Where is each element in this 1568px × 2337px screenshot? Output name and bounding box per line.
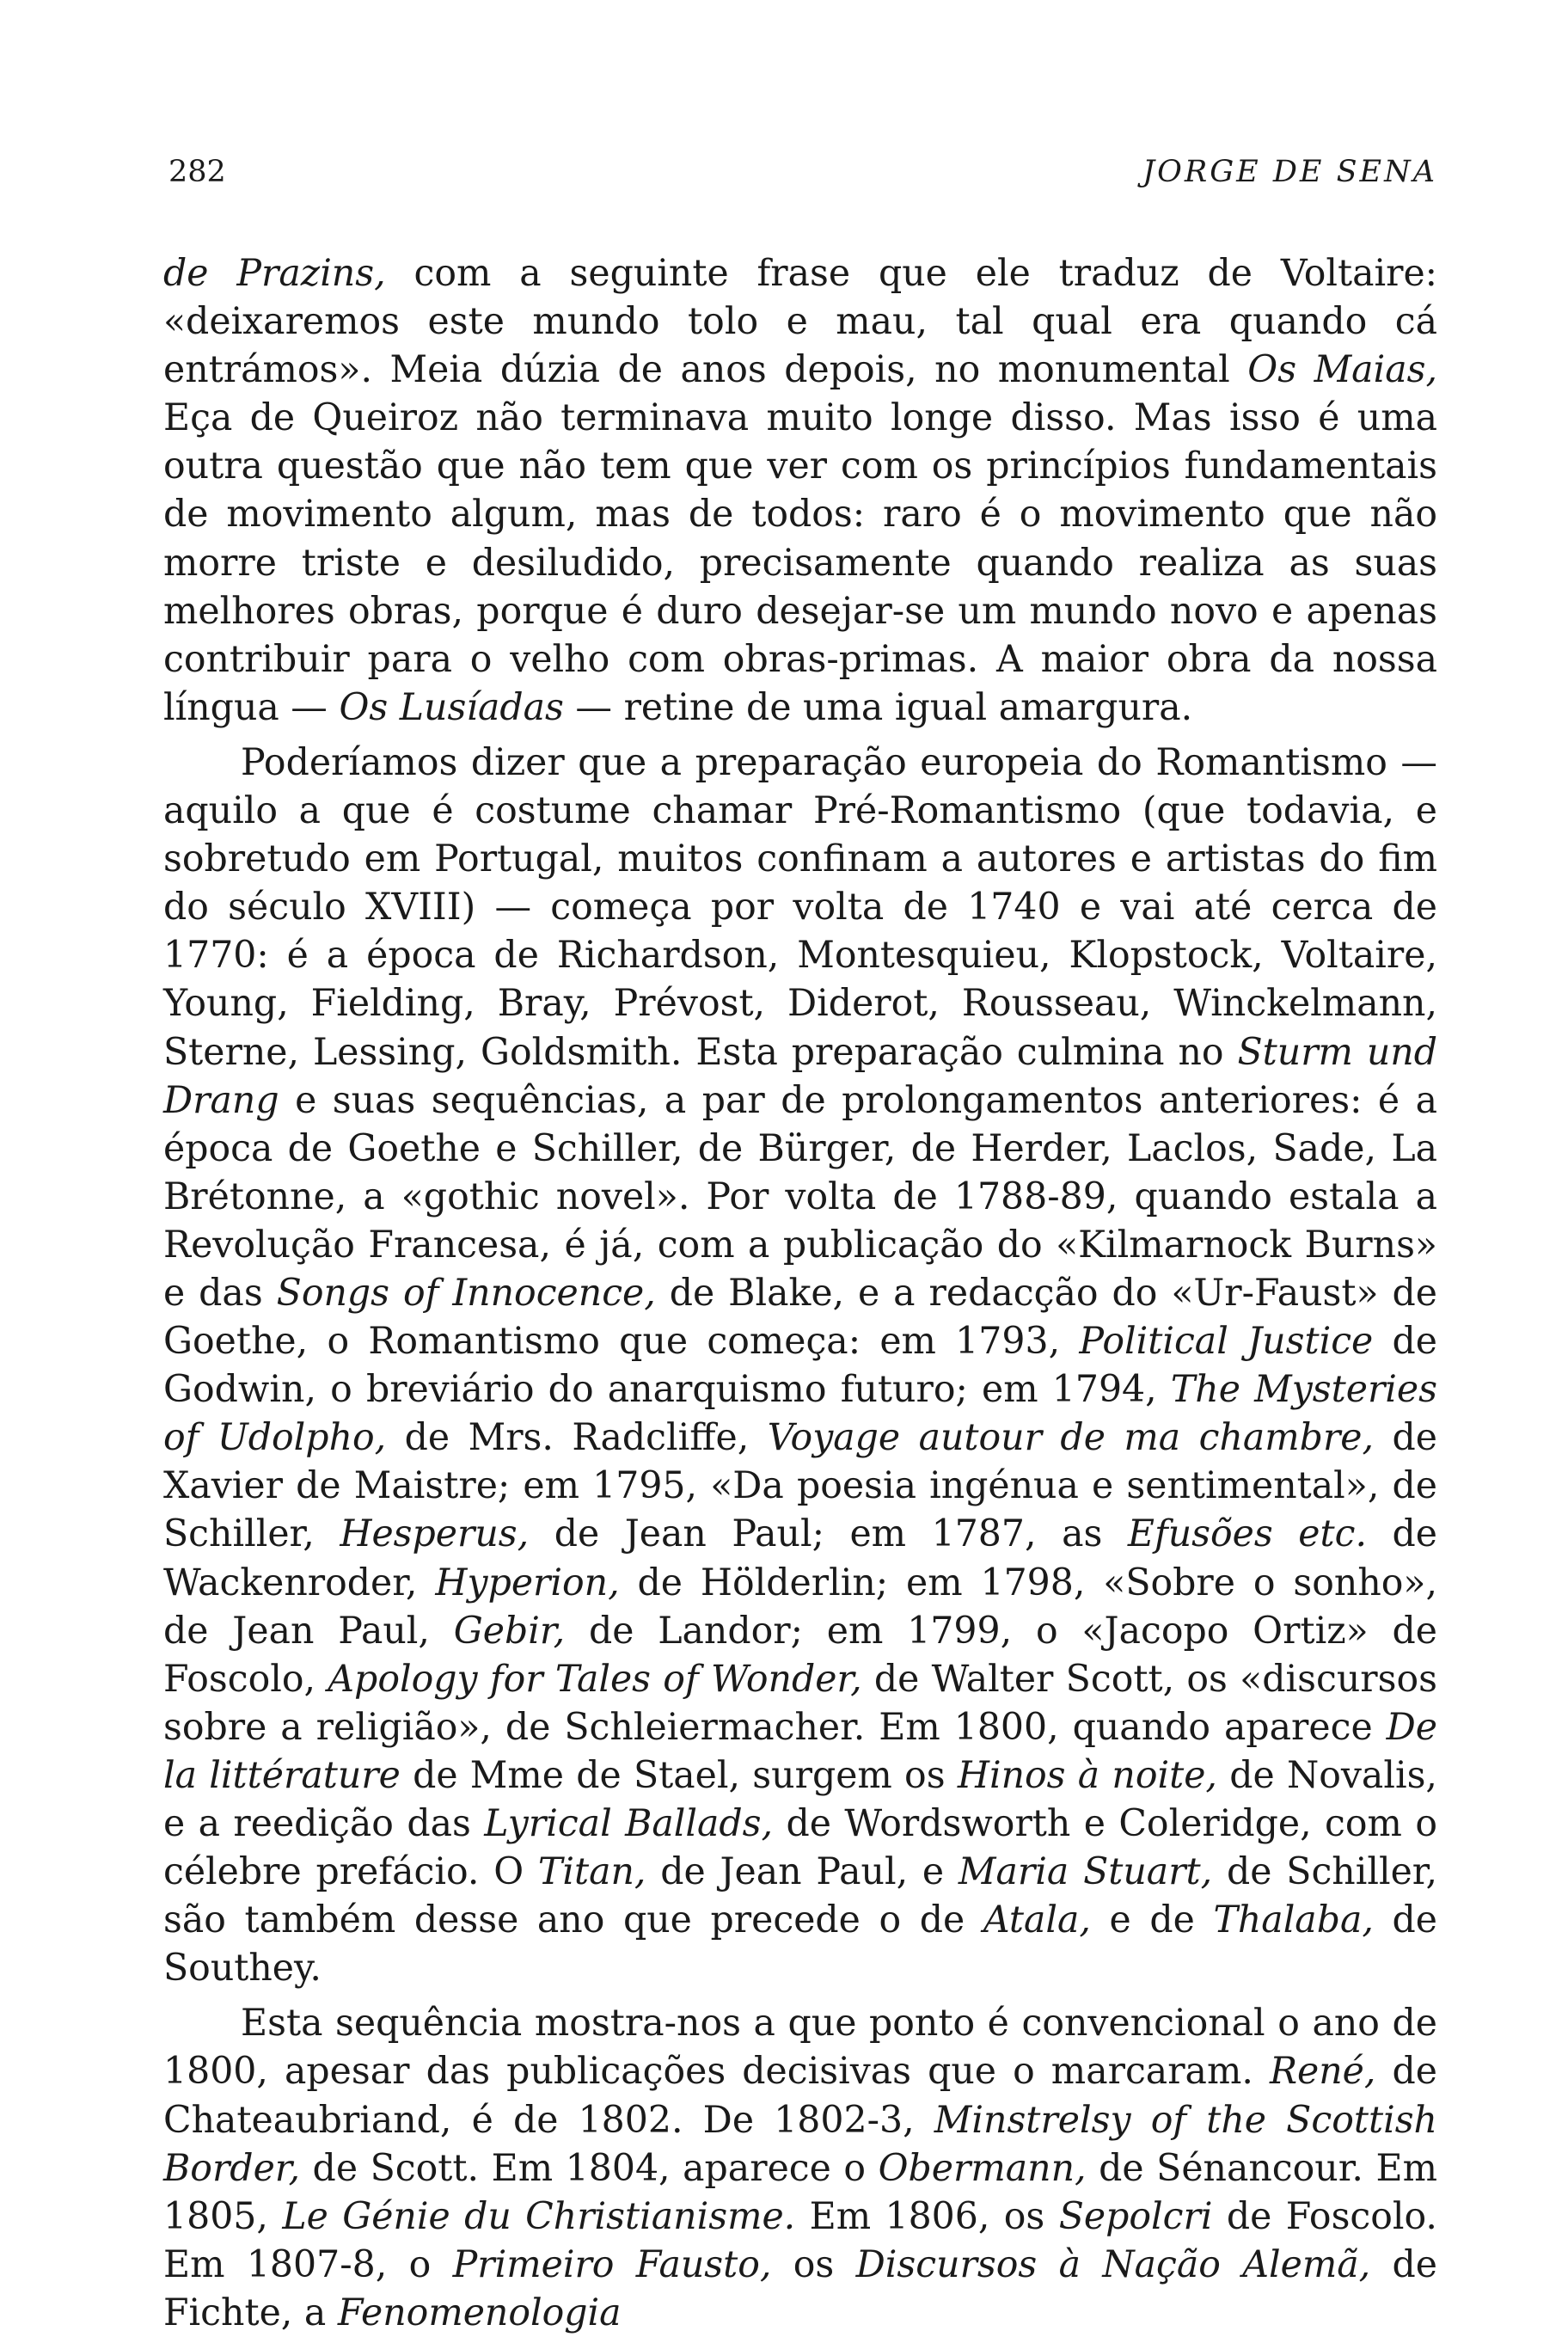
- italic-title: Songs of Innocence,: [276, 1271, 656, 1315]
- text-run: de Schiller, são também desse ano que precede o de: [163, 1850, 1438, 1942]
- italic-title: Apology for Tales of Wonder,: [328, 1657, 862, 1701]
- italic-title: Gebir,: [453, 1609, 566, 1653]
- text-run: de Foscolo. Em 1807-8, o: [163, 2194, 1437, 2286]
- italic-title: Sepolcri: [1058, 2194, 1213, 2238]
- italic-title: Hesperus,: [340, 1512, 530, 1556]
- text-run: com a seguinte frase que ele traduz de Voltaire: «deixaremos este mundo tolo e mau, tal qual era quando cá entrámos». Meia dúzia de anos depois, no monumental: [163, 252, 1438, 392]
- italic-title: Maria Stuart,: [958, 1850, 1213, 1894]
- text-run: de Blake, e a redacção do «Ur-Faust» de Goethe, o Romantismo que começa: em 1793,: [163, 1271, 1438, 1364]
- italic-title: Discursos à Nação Alemã,: [855, 2242, 1371, 2286]
- text-run: de Mrs. Radcliffe,: [386, 1416, 768, 1460]
- italic-title: Le Génie du Christianisme.: [282, 2194, 796, 2238]
- italic-title: Minstrelsy of the Scottish Border,: [163, 2098, 1437, 2190]
- text-run: — retine de uma igual amargura.: [563, 685, 1193, 729]
- paragraph: [163, 1999, 1437, 2337]
- page-number: 282: [168, 155, 226, 189]
- text-run: de Novalis, e a reedição das: [163, 1753, 1437, 1845]
- running-head: [168, 151, 1437, 193]
- italic-title: Efusões etc.: [1127, 1512, 1367, 1556]
- text-run: de Fichte, a: [163, 2242, 1437, 2334]
- text-run: de Wordsworth e Coleridge, com o célebre prefácio. O: [163, 1802, 1437, 1894]
- text-run: de Wackenroder,: [163, 1512, 1438, 1604]
- italic-title: René,: [1269, 2050, 1376, 2094]
- italic-title: Hinos à noite,: [957, 1753, 1217, 1797]
- text-run: de Walter Scott, os «discursos sobre a religião», de Schleiermacher. Em 1800, quando aparece: [163, 1657, 1437, 1749]
- italic-title: De la littérature: [163, 1705, 1437, 1797]
- text-run: Em 1806, os: [795, 2194, 1059, 2238]
- italic-title: Os Lusíadas: [339, 685, 564, 729]
- italic-title: The Mysteries of Udolpho,: [163, 1368, 1437, 1460]
- italic-title: Sturm und Drang: [163, 1030, 1437, 1122]
- text-run: de Chateaubriand, é de 1802. De 1802-3,: [163, 2050, 1437, 2142]
- italic-title: Os Maias,: [1247, 348, 1437, 392]
- text-run: os: [771, 2242, 856, 2286]
- body-text: [163, 249, 1437, 2337]
- text-run: de Xavier de Maistre; em 1795, «Da poesia ingénua e sentimental», de Schiller,: [163, 1416, 1437, 1556]
- italic-title: Primeiro Fausto,: [452, 2242, 772, 2286]
- text-run: de Sénancour. Em 1805,: [163, 2146, 1437, 2238]
- text-run: Poderíamos dizer que a preparação europeia do Romantismo — aquilo a que é costume chamar Pré-Romantismo (que todavia, e sobretudo em Portugal, muitos confinam a autores e artistas do fim do século XVIII) — começa por volta de 1740 e vai até cerca de 1770: é a época de Richardson, Montesquieu, Klopstock, Voltaire, Young, Fielding, Bray, Prévost, Diderot, Rousseau, Winckelmann, Sterne, Lessing, Goldsmith. Esta preparação culmina no: [163, 740, 1437, 1074]
- italic-title: Lyrical Ballads,: [484, 1802, 774, 1845]
- running-title: JORGE DE SENA: [1142, 155, 1437, 189]
- italic-title: Political Justice: [1079, 1320, 1374, 1364]
- paragraph: [163, 249, 1437, 732]
- text-run: de Mme de Stael, surgem os: [400, 1753, 958, 1797]
- text-run: de Southey.: [163, 1898, 1437, 1990]
- text-run: de Hölderlin; em 1798, «Sobre o sonho», de Jean Paul,: [163, 1561, 1438, 1653]
- italic-title: de Prazins,: [163, 252, 386, 295]
- italic-title: Hyperion,: [435, 1561, 620, 1604]
- italic-title: Voyage autour de ma chambre,: [767, 1416, 1375, 1460]
- text-run: Esta sequência mostra-nos a que ponto é convencional o ano de 1800, apesar das publicações decisivas que o marcaram.: [163, 2002, 1437, 2094]
- text-run: de Scott. Em 1804, aparece o: [300, 2146, 879, 2190]
- text-run: de Jean Paul, e: [646, 1850, 959, 1894]
- text-run: Eça de Queiroz não terminava muito longe disso. Mas isso é uma outra questão que não tem que ver com os princípios fundamentais de movimento algum, mas de todos: raro é o movimento que não morre triste e desiludido, precisamente quando realiza as suas melhores obras, porque é duro desejar-se um mundo novo e apenas contribuir para o velho com obras-primas. A maior obra da nossa língua —: [163, 396, 1437, 729]
- text-run: e de: [1090, 1898, 1214, 1942]
- text-run: de Jean Paul; em 1787, as: [529, 1512, 1128, 1556]
- italic-title: Fenomenologia: [337, 2291, 622, 2334]
- text-run: de Landor; em 1799, o «Jacopo Ortiz» de Foscolo,: [163, 1609, 1437, 1701]
- text-run: de Godwin, o breviário do anarquismo futuro; em 1794,: [163, 1320, 1438, 1412]
- italic-title: Atala,: [983, 1898, 1091, 1942]
- text-run: e suas sequências, a par de prolongamentos anteriores: é a época de Goethe e Schiller, de Bürger, de Herder, Laclos, Sade, La Brétonne, a «gothic novel». Por volta de 1788-89, quando estala a Revolução Francesa, é já, com a publicação do «Kilmarnock Burns» e das: [163, 1078, 1437, 1315]
- italic-title: Obermann,: [878, 2146, 1087, 2190]
- italic-title: Titan,: [537, 1850, 646, 1894]
- italic-title: Thalaba,: [1213, 1898, 1374, 1942]
- paragraph: [163, 739, 1437, 1992]
